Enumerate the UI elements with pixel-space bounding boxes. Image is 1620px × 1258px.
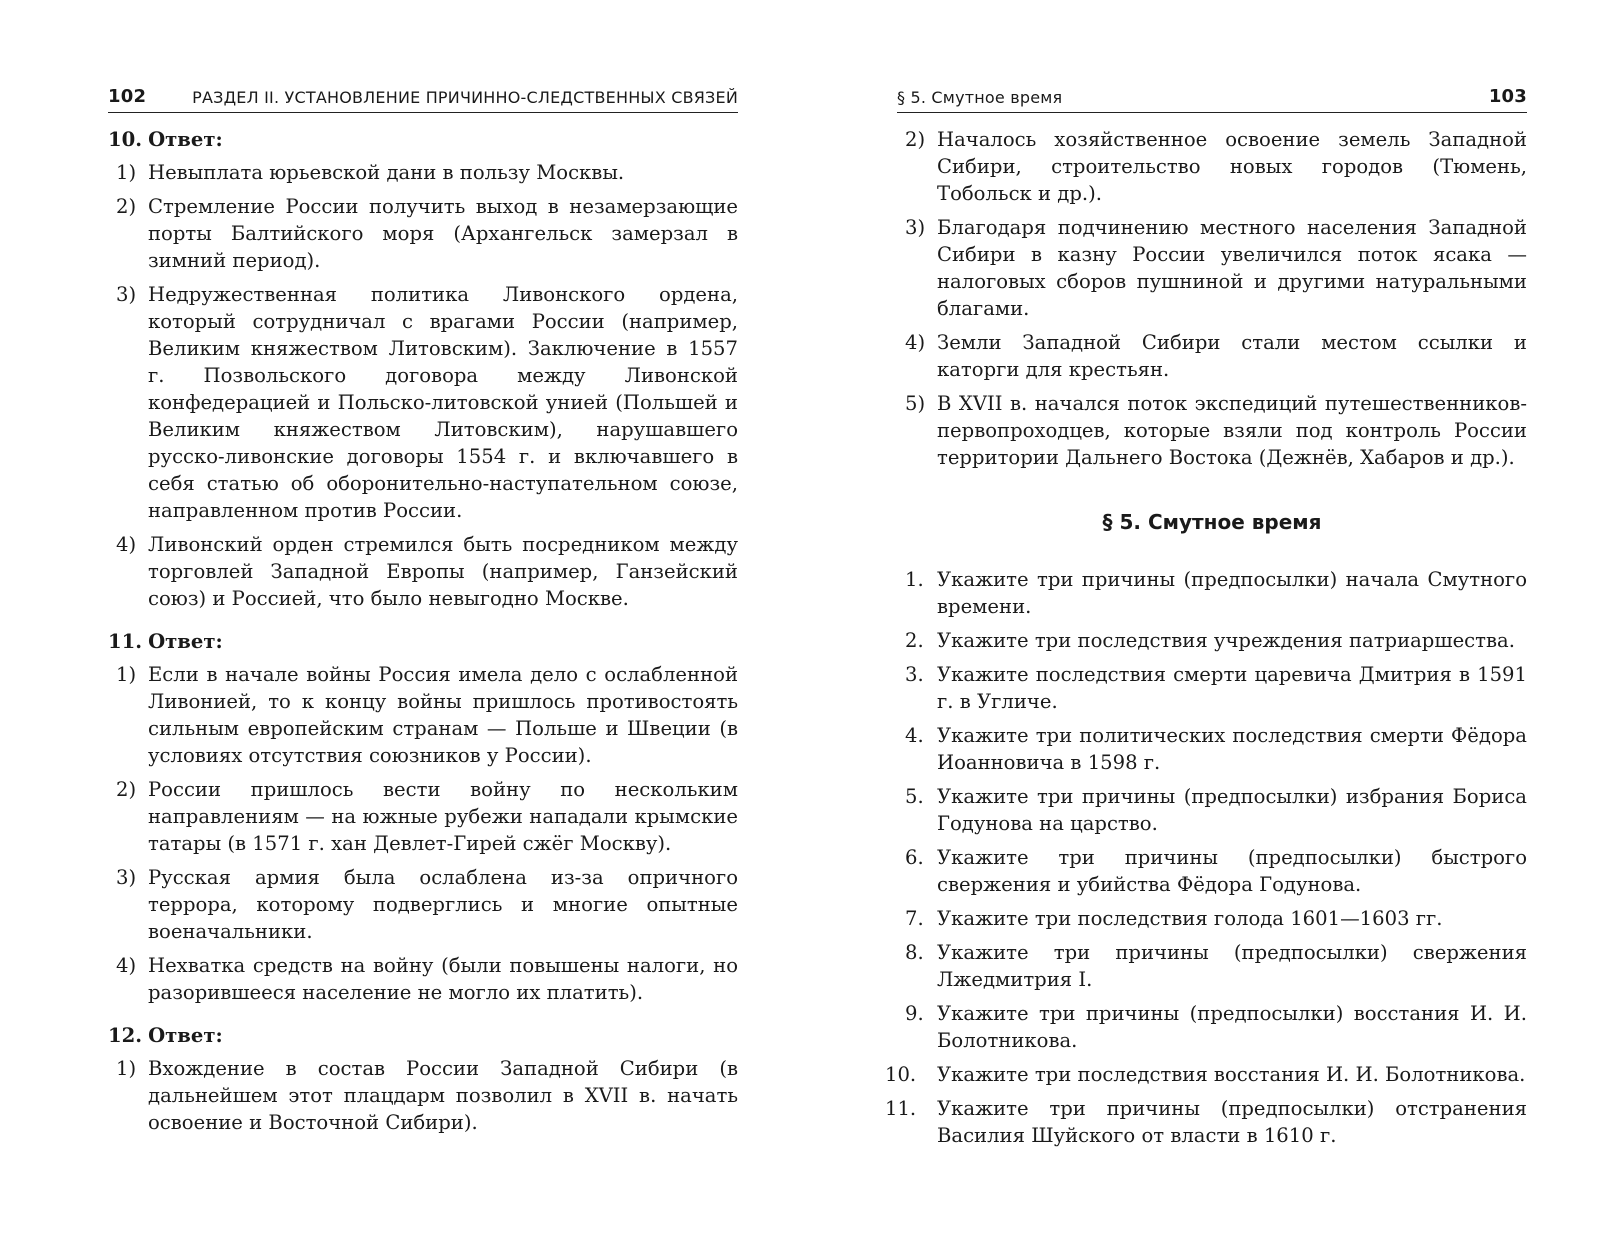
item-text: России пришлось вести войну по нескольким направлениям — на южные рубежи нападали крымские татары (в 1571 г. хан Девлет-Гирей сжёг Москву). (148, 778, 738, 855)
question-text: Укажите три последствия восстания И. И. Болотникова. (937, 1063, 1526, 1086)
answer-number: 12. (108, 1024, 143, 1047)
answer-heading (108, 126, 738, 153)
list-item (897, 214, 1527, 322)
item-marker: 1) (116, 663, 137, 686)
answer-heading (108, 1022, 738, 1049)
continued-answer-list (897, 126, 1527, 471)
item-marker: 3) (116, 866, 137, 889)
left-running-title: РАЗДЕЛ II. УСТАНОВЛЕНИЕ ПРИЧИННО-СЛЕДСТВЕННЫХ СВЯЗЕЙ (192, 88, 738, 107)
list-item (897, 329, 1527, 383)
item-marker: 1) (116, 161, 137, 184)
item-marker: 5) (905, 392, 926, 415)
item-marker: 4) (905, 331, 926, 354)
question-list (885, 566, 1527, 1149)
right-page (885, 0, 1527, 1258)
right-page-content (885, 126, 1527, 1156)
question-text: Укажите три причины (предпосылки) избрания Бориса Годунова на царство. (937, 785, 1527, 835)
answer-number: 10. (108, 128, 143, 151)
item-marker: 3) (905, 216, 926, 239)
question-number: 2. (905, 629, 924, 652)
list-item (108, 864, 738, 945)
item-text: Ливонский орден стремился быть посредником между торговлей Западной Европы (например, Ганзейский союз) и Россией, что было невыгодно Москве. (148, 533, 738, 610)
list-item (897, 126, 1527, 207)
item-marker: 2) (116, 195, 137, 218)
list-item (108, 193, 738, 274)
question-item (897, 939, 1527, 993)
list-item (108, 531, 738, 612)
answer-list (108, 159, 738, 612)
list-item (108, 1055, 738, 1136)
question-item (897, 627, 1527, 654)
item-marker: 4) (116, 533, 137, 556)
question-item (897, 905, 1527, 932)
item-text: В XVII в. начался поток экспедиций путешественников-первопроходцев, которые взяли под контроль России территории Дальнего Востока (Дежнёв, Хабаров и др.). (937, 392, 1527, 469)
item-marker: 2) (116, 778, 137, 801)
answer-list (108, 661, 738, 1006)
list-item (108, 159, 738, 186)
question-number: 7. (905, 907, 924, 930)
answer-12 (108, 1022, 738, 1136)
answer-label: Ответ: (148, 630, 223, 653)
item-text: Началось хозяйственное освоение земель Западной Сибири, строительство новых городов (Тюмень, Тобольск и др.). (937, 128, 1527, 205)
answer-heading (108, 628, 738, 655)
question-number: 11. (885, 1097, 917, 1120)
item-text: Невыплата юрьевской дани в пользу Москвы. (148, 161, 625, 184)
item-text: Благодаря подчинению местного населения Западной Сибири в казну России увеличился поток ясака — налоговых сборов пушниной и другими натуральными благами. (937, 216, 1527, 320)
question-number: 5. (905, 785, 924, 808)
question-text: Укажите три причины (предпосылки) начала Смутного времени. (937, 568, 1527, 618)
answer-number: 11. (108, 630, 143, 653)
question-number: 4. (905, 724, 924, 747)
question-item (897, 844, 1527, 898)
item-marker: 1) (116, 1057, 137, 1080)
item-text: Недружественная политика Ливонского ордена, который сотрудничал с врагами России (например, Великим княжеством Литовским). Заключение в 1557 г. Позвольского договора между Ливонской конфедерацией и Польско-литовской унией (Польшей и Великим княжеством Литовским), нарушавшего русско-ливонские договоры 1554 г. и включавшего в себя статью об оборонительно-наступательном союзе, направленном против России. (148, 283, 738, 522)
right-page-number: 103 (1488, 86, 1527, 107)
item-marker: 4) (116, 954, 137, 977)
question-text: Укажите три причины (предпосылки) свержения Лжедмитрия I. (937, 941, 1527, 991)
question-item (885, 1061, 1527, 1088)
list-item (108, 281, 738, 524)
item-text: Русская армия была ослаблена из-за опричного террора, которому подверглись и многие опытные военачальники. (148, 866, 738, 943)
right-running-title: § 5. Смутное время (897, 88, 1063, 107)
question-text: Укажите три последствия учреждения патриаршества. (937, 629, 1515, 652)
question-number: 8. (905, 941, 924, 964)
item-text: Нехватка средств на войну (были повышены налоги, но разорившееся население не могло их платить). (148, 954, 738, 1004)
answer-label: Ответ: (148, 128, 223, 151)
left-running-head (108, 86, 738, 113)
answer-10 (108, 126, 738, 612)
left-page-number: 102 (108, 86, 147, 107)
item-text: Земли Западной Сибири стали местом ссылки и каторги для крестьян. (937, 331, 1527, 381)
item-marker: 3) (116, 283, 137, 306)
item-text: Если в начале войны Россия имела дело с ослабленной Ливонией, то к концу войны пришлось противостоять сильным европейским странам — Польше и Швеции (в условиях отсутствия союзников у России). (148, 663, 738, 767)
list-item (108, 776, 738, 857)
question-number: 9. (905, 1002, 924, 1025)
question-text: Укажите последствия смерти царевича Дмитрия в 1591 г. в Угличе. (937, 663, 1527, 713)
question-item (897, 783, 1527, 837)
question-number: 1. (905, 568, 924, 591)
question-text: Укажите три причины (предпосылки) отстранения Василия Шуйского от власти в 1610 г. (937, 1097, 1527, 1147)
question-text: Укажите три причины (предпосылки) восстания И. И. Болотникова. (937, 1002, 1527, 1052)
answer-11 (108, 628, 738, 1006)
left-page (108, 0, 738, 1258)
list-item (108, 661, 738, 769)
question-number: 10. (885, 1063, 917, 1086)
right-running-head (897, 86, 1527, 113)
list-item (897, 390, 1527, 471)
question-text: Укажите три последствия голода 1601—1603 гг. (937, 907, 1443, 930)
question-item (897, 566, 1527, 620)
answer-list (108, 1055, 738, 1136)
question-item (885, 1095, 1527, 1149)
list-item (108, 952, 738, 1006)
question-item (897, 722, 1527, 776)
question-number: 3. (905, 663, 924, 686)
left-page-content (108, 126, 738, 1152)
question-number: 6. (905, 846, 924, 869)
item-text: Вхождение в состав России Западной Сибири (в дальнейшем этот плацдарм позволил в XVII в. начать освоение и Восточной Сибири). (148, 1057, 738, 1134)
question-text: Укажите три причины (предпосылки) быстрого свержения и убийства Фёдора Годунова. (937, 846, 1527, 896)
item-text: Стремление России получить выход в незамерзающие порты Балтийского моря (Архангельск замерзал в зимний период). (148, 195, 738, 272)
answer-label: Ответ: (148, 1024, 223, 1047)
question-item (897, 661, 1527, 715)
question-text: Укажите три политических последствия смерти Фёдора Иоанновича в 1598 г. (937, 724, 1527, 774)
section-title: § 5. Смутное время (1102, 510, 1322, 534)
item-marker: 2) (905, 128, 926, 151)
question-item (897, 1000, 1527, 1054)
